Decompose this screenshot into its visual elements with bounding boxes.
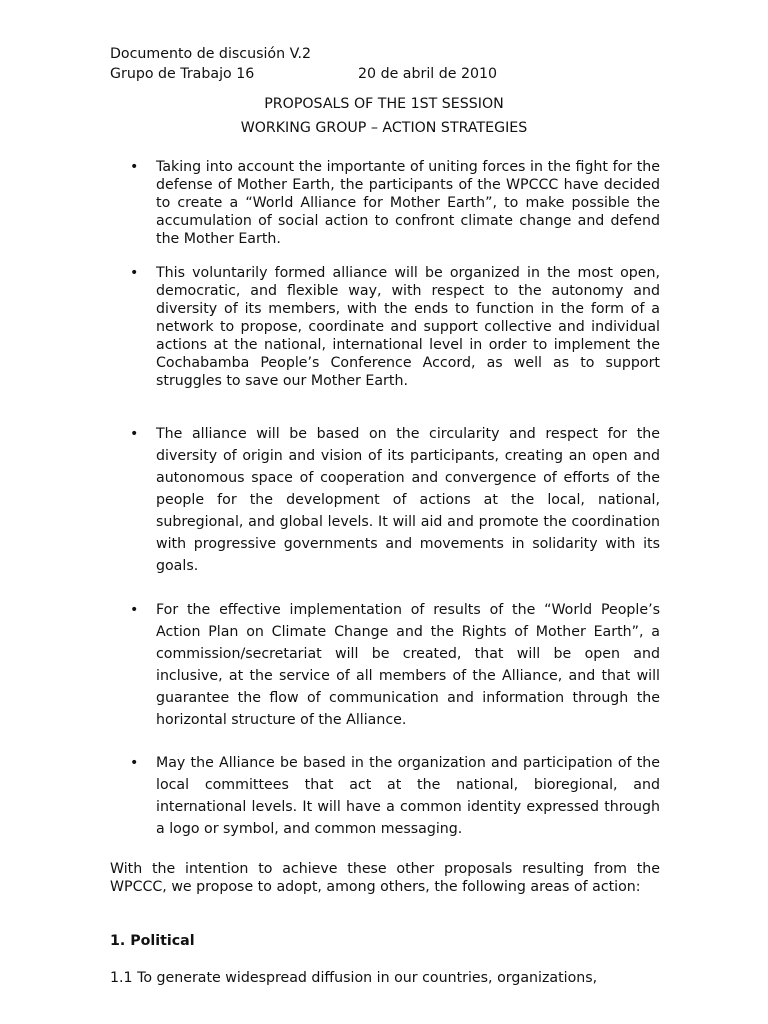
bullet-text: The alliance will be based on the circularity and respect for the diversity of origin and vision of its participants, creating an open and autonomous space of cooperation and convergence of efforts of the people for the development of actions at the local, national, subregional, and global levels. It will aid and promote the coordination with progressive governments and movements in solidarity with its goals. <box>156 426 660 574</box>
document-date: 20 de abril de 2010 <box>358 66 498 82</box>
bullet-text: For the effective implementation of results of the “World People’s Action Plan on Climate Change and the Rights of Mother Earth”, a commission/secretariat will be created, that will be open and inclusive, at the service of all members of the Alliance, and that will guarantee the flow of communication and information through the horizontal structure of the Alliance. <box>156 602 660 728</box>
bullet-text: Taking into account the importante of uniting forces in the fight for the defense of Mother Earth, the participants of the WPCCC have decided to create a “World Alliance for Mother Earth”, to make possible the accumulation of social action to confront climate change and defend the Mother Earth. <box>156 159 660 247</box>
intro-paragraph: With the intention to achieve these other proposals resulting from the WPCCC, we propose to adopt, among others, the following areas of action: <box>110 861 660 895</box>
bullet-text: This voluntarily formed alliance will be organized in the most open, democratic, and flexible way, with respect to the autonomy and diversity of its members, with the ends to function in the form of a network to propose, coordinate and support collective and individual actions at the national, international level in order to implement the Cochabamba People’s Conference Accord, as well as to support struggles to save our Mother Earth. <box>156 265 660 389</box>
bullet-item-5 <box>130 752 660 840</box>
bullet-icon: • <box>130 602 139 618</box>
section-item-1-1: 1.1 To generate widespread diffusion in our countries, organizations, <box>110 970 598 986</box>
bullet-item-3 <box>130 423 660 577</box>
title-line-1: PROPOSALS OF THE 1ST SESSION <box>264 96 504 112</box>
bullet-icon: • <box>130 755 139 771</box>
bullet-icon: • <box>130 159 139 175</box>
working-group-label: Grupo de Trabajo 16 <box>110 66 255 82</box>
bullet-icon: • <box>130 265 139 281</box>
bullet-icon: • <box>130 426 139 442</box>
bullet-text: May the Alliance be based in the organization and participation of the local committees that act at the national, bioregional, and international levels. It will have a common identity expressed through a logo or symbol, and common messaging. <box>156 755 660 837</box>
bullet-item-4 <box>130 599 660 731</box>
section-heading-political: 1. Political <box>110 933 195 949</box>
title-line-2: WORKING GROUP – ACTION STRATEGIES <box>240 120 528 136</box>
bullet-item-2 <box>130 264 660 390</box>
bullet-item-1 <box>130 158 660 248</box>
document-version-label: Documento de discusión V.2 <box>110 46 311 62</box>
